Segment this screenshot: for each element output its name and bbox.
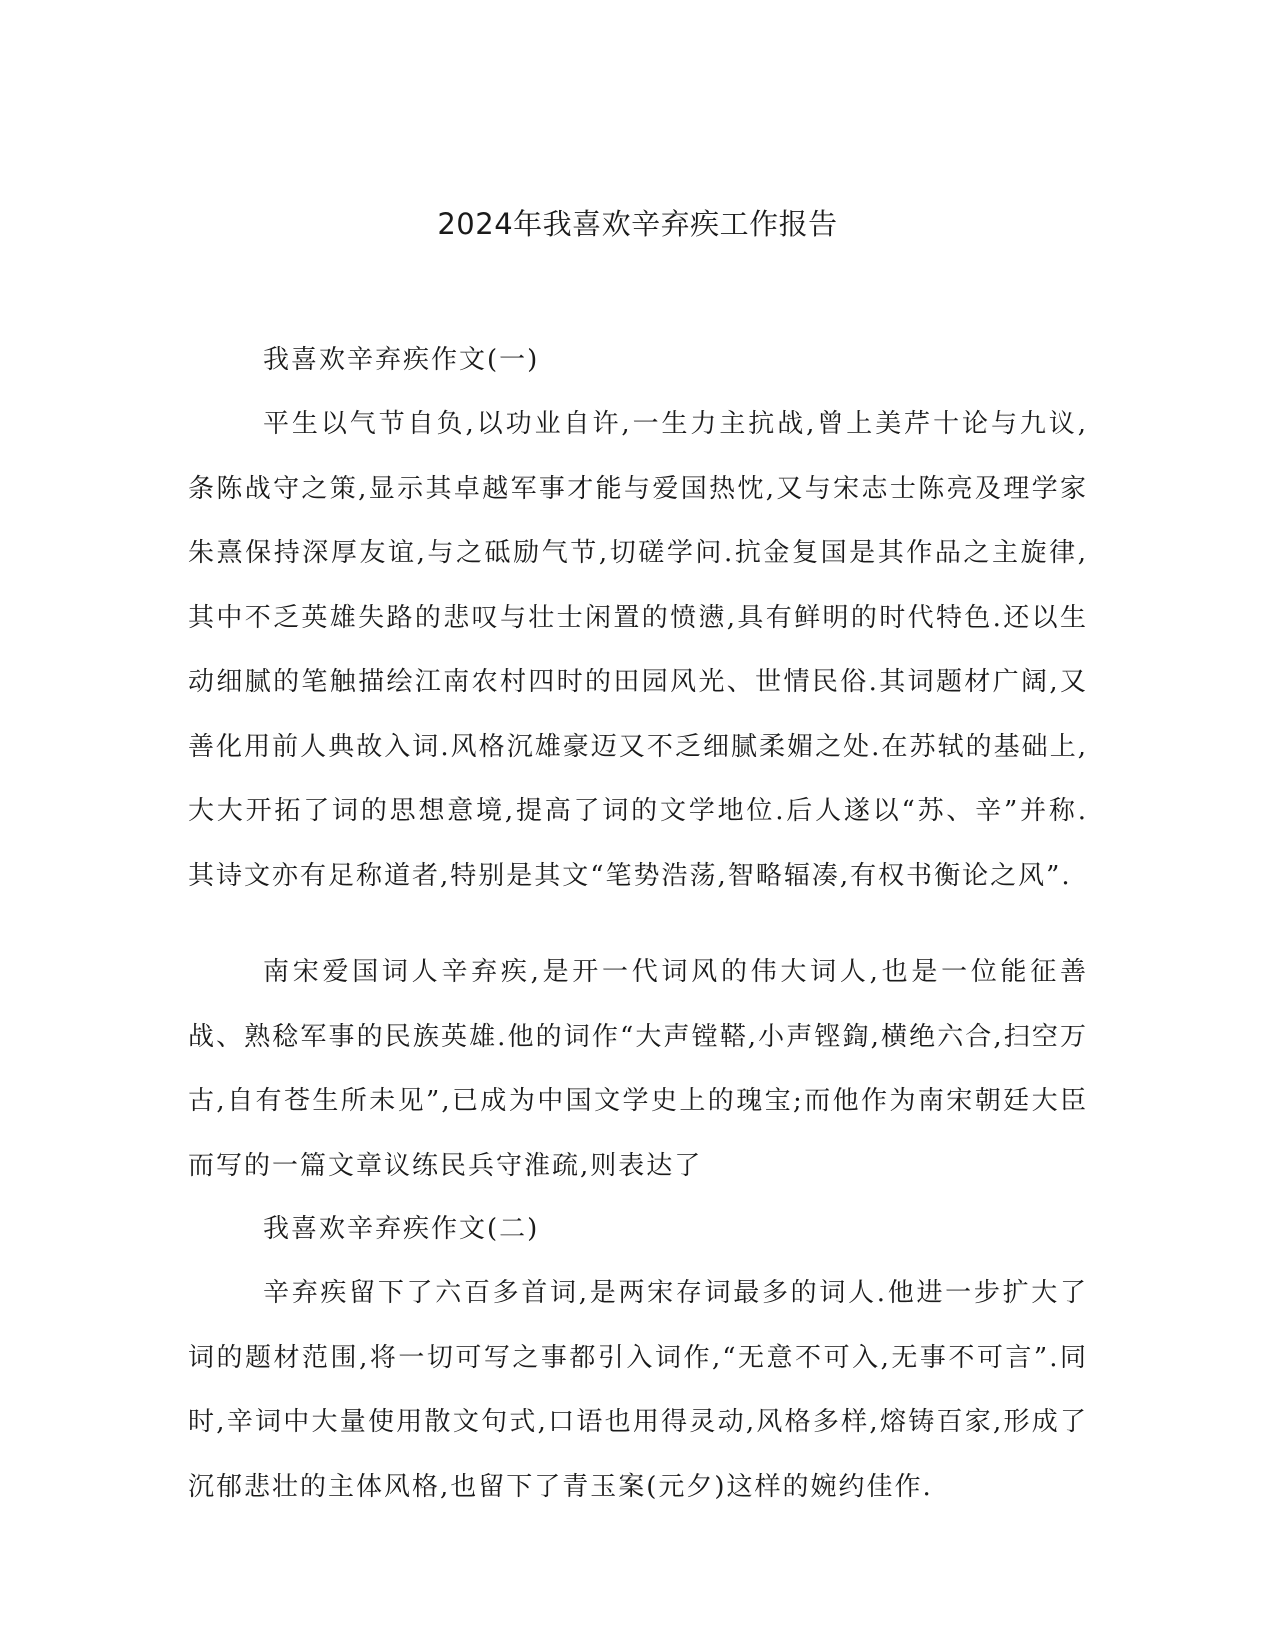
section-heading-2: 我喜欢辛弃疾作文(二) [263, 1214, 540, 1244]
paragraph-2: 南宋爱国词人辛弃疾,是开一代词风的伟大词人,也是一位能征善战、熟稔军事的民族英雄.他的词作“大声镗鞳,小声铿鍧,横绝六合,扫空万古,自有苍生所未见”,已成为中国文学史上的瑰宝;而他作为南宋朝廷大臣而写的一篇文章议练民兵守淮疏,则表达了 [188, 957, 1088, 1181]
document-title: 2024年我喜欢辛弃疾工作报告 [437, 207, 838, 241]
paragraph-1: 平生以气节自负,以功业自许,一生力主抗战,曾上美芹十论与九议,条陈战守之策,显示其卓越军事才能与爱国热忱,又与宋志士陈亮及理学家朱熹保持深厚友谊,与之砥励气节,切磋学问.抗金复国是其作品之主旋律,其中不乏英雄失路的悲叹与壮士闲置的愤懑,具有鲜明的时代特色.还以生动细腻的笔触描绘江南农村四时的田园风光、世情民俗.其词题材广阔,又善化用前人典故入词.风格沉雄豪迈又不乏细腻柔媚之处.在苏轼的基础上,大大开拓了词的思想意境,提高了词的文学地位.后人遂以“苏、辛”并称.其诗文亦有足称道者,特别是其文“笔势浩荡,智略辐凑,有权书衡论之风”. [188, 409, 1088, 891]
section-heading-1: 我喜欢辛弃疾作文(一) [263, 345, 540, 375]
paragraph-3: 辛弃疾留下了六百多首词,是两宋存词最多的词人.他进一步扩大了词的题材范围,将一切可写之事都引入词作,“无意不可入,无事不可言”.同时,辛词中大量使用散文句式,口语也用得灵动,风格多样,熔铸百家,形成了沉郁悲壮的主体风格,也留下了青玉案(元夕)这样的婉约佳作. [188, 1278, 1088, 1502]
